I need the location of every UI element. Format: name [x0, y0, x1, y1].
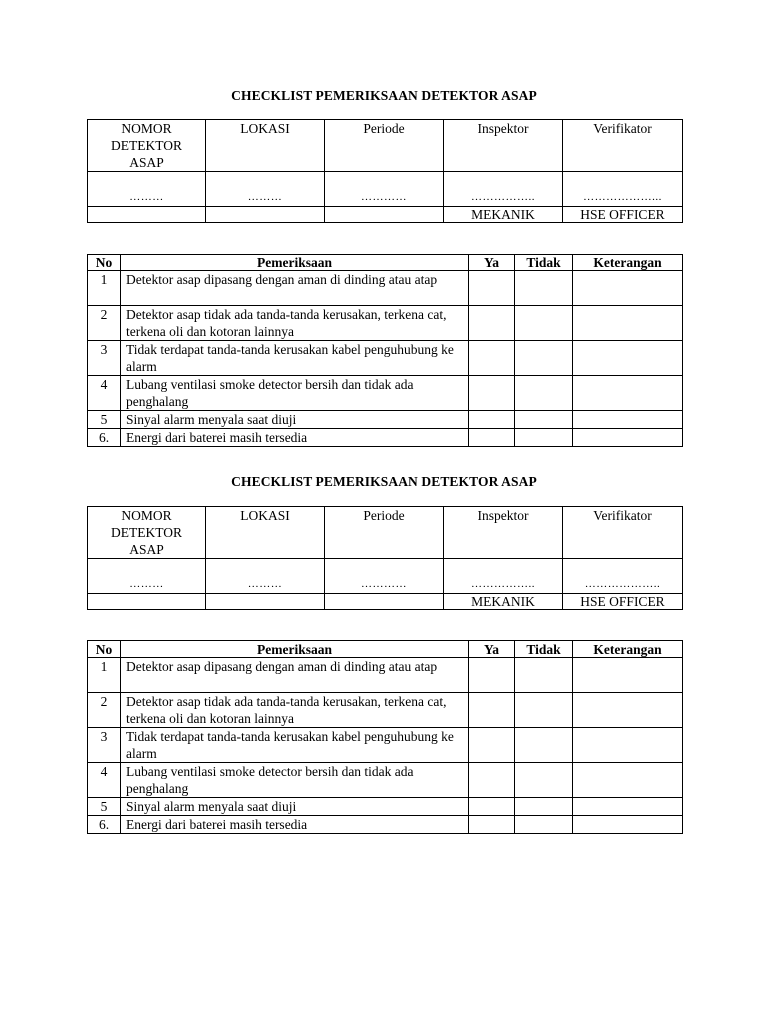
- ya-checkbox-cell[interactable]: [469, 658, 515, 693]
- tidak-checkbox-cell[interactable]: [515, 341, 573, 376]
- keterangan-cell[interactable]: [573, 658, 683, 693]
- lokasi-fill-field[interactable]: ………: [206, 172, 325, 207]
- checklist-table: [87, 640, 683, 834]
- item-text: Sinyal alarm menyala saat diuji: [121, 411, 469, 429]
- col-header-pemeriksaan: Pemeriksaan: [121, 641, 469, 658]
- item-number: 6.: [88, 429, 121, 447]
- inspektor-fill-field[interactable]: ……………..: [444, 172, 563, 207]
- table-row: [88, 763, 683, 798]
- keterangan-cell[interactable]: [573, 728, 683, 763]
- verifikator-fill-field[interactable]: ………………...: [563, 172, 683, 207]
- table-row: [88, 376, 683, 411]
- table-row: [88, 658, 683, 693]
- header-periode: Periode: [325, 120, 444, 172]
- role-cell-empty: [206, 594, 325, 610]
- table-row: [88, 728, 683, 763]
- item-number: 2: [88, 306, 121, 341]
- col-header-keterangan: Keterangan: [573, 255, 683, 271]
- item-text: Tidak terdapat tanda-tanda kerusakan kabel penguhubung ke alarm: [121, 341, 469, 376]
- col-header-keterangan: Keterangan: [573, 641, 683, 658]
- item-number: 1: [88, 658, 121, 693]
- ya-checkbox-cell[interactable]: [469, 271, 515, 306]
- periode-fill-field[interactable]: …………: [325, 172, 444, 207]
- keterangan-cell[interactable]: [573, 798, 683, 816]
- keterangan-cell[interactable]: [573, 429, 683, 447]
- verifikator-fill-field[interactable]: ………………..: [563, 559, 683, 594]
- table-row: [88, 816, 683, 834]
- table-row: [88, 429, 683, 447]
- header-nomor-detektor: NOMOR DETEKTOR ASAP: [88, 507, 206, 559]
- tidak-checkbox-cell[interactable]: [515, 411, 573, 429]
- section-title: CHECKLIST PEMERIKSAAN DETEKTOR ASAP: [231, 474, 537, 489]
- tidak-checkbox-cell[interactable]: [515, 271, 573, 306]
- tidak-checkbox-cell[interactable]: [515, 658, 573, 693]
- col-header-no: No: [88, 255, 121, 271]
- item-number: 3: [88, 341, 121, 376]
- tidak-checkbox-cell[interactable]: [515, 763, 573, 798]
- keterangan-cell[interactable]: [573, 306, 683, 341]
- item-text: Detektor asap tidak ada tanda-tanda kerusakan, terkena cat, terkena oli dan kotoran lainnya: [121, 693, 469, 728]
- item-number: 1: [88, 271, 121, 306]
- inspektor-fill-field[interactable]: ……………..: [444, 559, 563, 594]
- table-row: [88, 341, 683, 376]
- item-number: 2: [88, 693, 121, 728]
- role-cell-empty: [88, 207, 206, 223]
- item-text: Energi dari baterei masih tersedia: [121, 816, 469, 834]
- nomor-fill-field[interactable]: ………: [88, 559, 206, 594]
- ya-checkbox-cell[interactable]: [469, 429, 515, 447]
- info-table: [87, 506, 683, 610]
- section-title: CHECKLIST PEMERIKSAAN DETEKTOR ASAP: [231, 88, 537, 103]
- nomor-fill-field[interactable]: ………: [88, 172, 206, 207]
- role-hse-officer: HSE OFFICER: [563, 207, 683, 223]
- header-verifikator: Verifikator: [563, 507, 683, 559]
- item-text: Sinyal alarm menyala saat diuji: [121, 798, 469, 816]
- item-number: 4: [88, 376, 121, 411]
- table-row: [88, 271, 683, 306]
- role-cell-empty: [325, 207, 444, 223]
- keterangan-cell[interactable]: [573, 376, 683, 411]
- header-inspektor: Inspektor: [444, 120, 563, 172]
- ya-checkbox-cell[interactable]: [469, 763, 515, 798]
- item-number: 5: [88, 411, 121, 429]
- header-periode: Periode: [325, 507, 444, 559]
- header-lokasi: LOKASI: [206, 507, 325, 559]
- table-row: [88, 798, 683, 816]
- item-text: Lubang ventilasi smoke detector bersih dan tidak ada penghalang: [121, 763, 469, 798]
- item-number: 6.: [88, 816, 121, 834]
- role-cell-empty: [325, 594, 444, 610]
- ya-checkbox-cell[interactable]: [469, 693, 515, 728]
- col-header-ya: Ya: [469, 255, 515, 271]
- col-header-tidak: Tidak: [515, 641, 573, 658]
- item-text: Detektor asap tidak ada tanda-tanda kerusakan, terkena cat, terkena oli dan kotoran lainnya: [121, 306, 469, 341]
- tidak-checkbox-cell[interactable]: [515, 693, 573, 728]
- item-text: Energi dari baterei masih tersedia: [121, 429, 469, 447]
- item-text: Detektor asap dipasang dengan aman di dinding atau atap: [121, 658, 469, 693]
- ya-checkbox-cell[interactable]: [469, 816, 515, 834]
- header-verifikator: Verifikator: [563, 120, 683, 172]
- keterangan-cell[interactable]: [573, 693, 683, 728]
- tidak-checkbox-cell[interactable]: [515, 816, 573, 834]
- col-header-pemeriksaan: Pemeriksaan: [121, 255, 469, 271]
- tidak-checkbox-cell[interactable]: [515, 376, 573, 411]
- keterangan-cell[interactable]: [573, 411, 683, 429]
- item-number: 3: [88, 728, 121, 763]
- lokasi-fill-field[interactable]: ………: [206, 559, 325, 594]
- table-row: [88, 693, 683, 728]
- keterangan-cell[interactable]: [573, 341, 683, 376]
- item-text: Detektor asap dipasang dengan aman di dinding atau atap: [121, 271, 469, 306]
- periode-fill-field[interactable]: …………: [325, 559, 444, 594]
- table-row: [88, 306, 683, 341]
- role-cell-empty: [88, 594, 206, 610]
- info-table: [87, 119, 683, 223]
- tidak-checkbox-cell[interactable]: [515, 798, 573, 816]
- role-cell-empty: [206, 207, 325, 223]
- ya-checkbox-cell[interactable]: [469, 798, 515, 816]
- item-number: 5: [88, 798, 121, 816]
- checklist-table: [87, 254, 683, 447]
- item-text: Lubang ventilasi smoke detector bersih dan tidak ada penghalang: [121, 376, 469, 411]
- keterangan-cell[interactable]: [573, 763, 683, 798]
- role-mekanik: MEKANIK: [444, 594, 563, 610]
- item-number: 4: [88, 763, 121, 798]
- col-header-no: No: [88, 641, 121, 658]
- col-header-ya: Ya: [469, 641, 515, 658]
- tidak-checkbox-cell[interactable]: [515, 728, 573, 763]
- ya-checkbox-cell[interactable]: [469, 306, 515, 341]
- keterangan-cell[interactable]: [573, 816, 683, 834]
- col-header-tidak: Tidak: [515, 255, 573, 271]
- tidak-checkbox-cell[interactable]: [515, 306, 573, 341]
- item-text: Tidak terdapat tanda-tanda kerusakan kabel penguhubung ke alarm: [121, 728, 469, 763]
- ya-checkbox-cell[interactable]: [469, 411, 515, 429]
- header-inspektor: Inspektor: [444, 507, 563, 559]
- role-hse-officer: HSE OFFICER: [563, 594, 683, 610]
- header-lokasi: LOKASI: [206, 120, 325, 172]
- ya-checkbox-cell[interactable]: [469, 341, 515, 376]
- header-nomor-detektor: NOMOR DETEKTOR ASAP: [88, 120, 206, 172]
- ya-checkbox-cell[interactable]: [469, 376, 515, 411]
- tidak-checkbox-cell[interactable]: [515, 429, 573, 447]
- ya-checkbox-cell[interactable]: [469, 728, 515, 763]
- table-row: [88, 411, 683, 429]
- keterangan-cell[interactable]: [573, 271, 683, 306]
- role-mekanik: MEKANIK: [444, 207, 563, 223]
